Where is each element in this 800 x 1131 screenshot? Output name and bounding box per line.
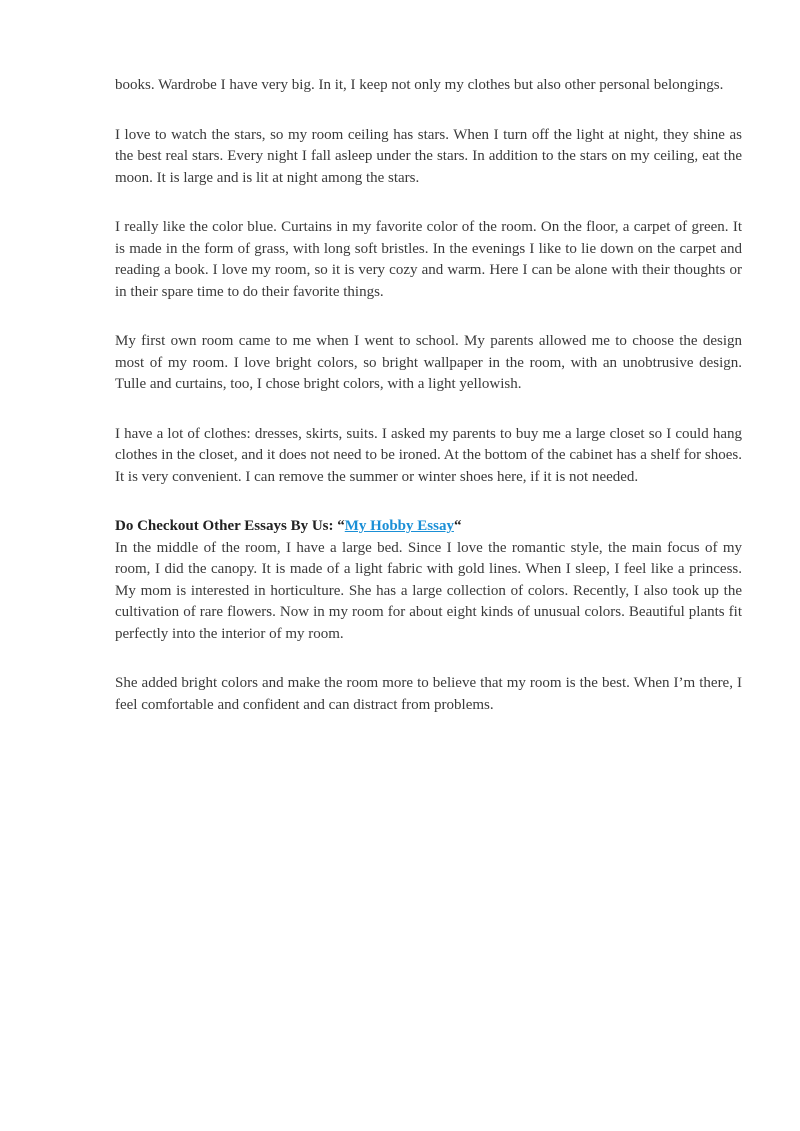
- checkout-prefix: Do Checkout Other Essays By Us: “: [115, 518, 345, 534]
- paragraph-wardrobe: books. Wardrobe I have very big. In it, I keep not only my clothes but also other personal belongings.: [115, 77, 724, 93]
- paragraph-first-room: My first own room came to me when I went to school. My parents allowed me to choose the design most of my room. I love bright colors, so bright wallpaper in the room, with an unobtrusive design. Tulle and curtains, too, I chose bright colors, with a light yellowish.: [115, 333, 742, 392]
- my-hobby-essay-link[interactable]: My Hobby Essay: [344, 518, 454, 534]
- checkout-line: [115, 516, 742, 538]
- paragraph-bed: In the middle of the room, I have a large bed. Since I love the romantic style, the main focus of my room, I did the canopy. It is made of a light fabric with gold lines. When I sleep, I feel like a princess. My mom is interested in horticulture. She has a large collection of colors. Recently, I also took up the cultivation of rare flowers. Now in my room for about eight kinds of unusual colors. Beautiful plants fit perfectly into the interior of my room.: [115, 539, 742, 642]
- paragraph-stars: I love to watch the stars, so my room ceiling has stars. When I turn off the light at night, they shine as the best real stars. Every night I fall asleep under the stars. In addition to the stars on my ceiling, eat the moon. It is large and is lit at night among the stars.: [115, 126, 742, 186]
- paragraph-conclusion: She added bright colors and make the room more to believe that my room is the best. When I’m there, I feel comfortable and confident and can distract from problems.: [115, 675, 742, 713]
- checkout-suffix: “: [453, 518, 462, 534]
- paragraph-blue: I really like the color blue. Curtains in my favorite color of the room. On the floor, a carpet of green. It is made in the form of grass, with long soft bristles. In the evenings I like to lie down on the carpet and reading a book. I love my room, so it is very cozy and warm. Here I can be alone with their thoughts or in their spare time to do their favorite things.: [115, 219, 742, 300]
- paragraph-clothes: I have a lot of clothes: dresses, skirts, suits. I asked my parents to buy me a large closet so I could hang clothes in the closet, and it does not need to be ironed. At the bottom of the cabinet has a shelf for shoes. It is very convenient. I can remove the summer or winter shoes here, if it is not needed.: [115, 425, 742, 485]
- essay-body: [115, 75, 742, 744]
